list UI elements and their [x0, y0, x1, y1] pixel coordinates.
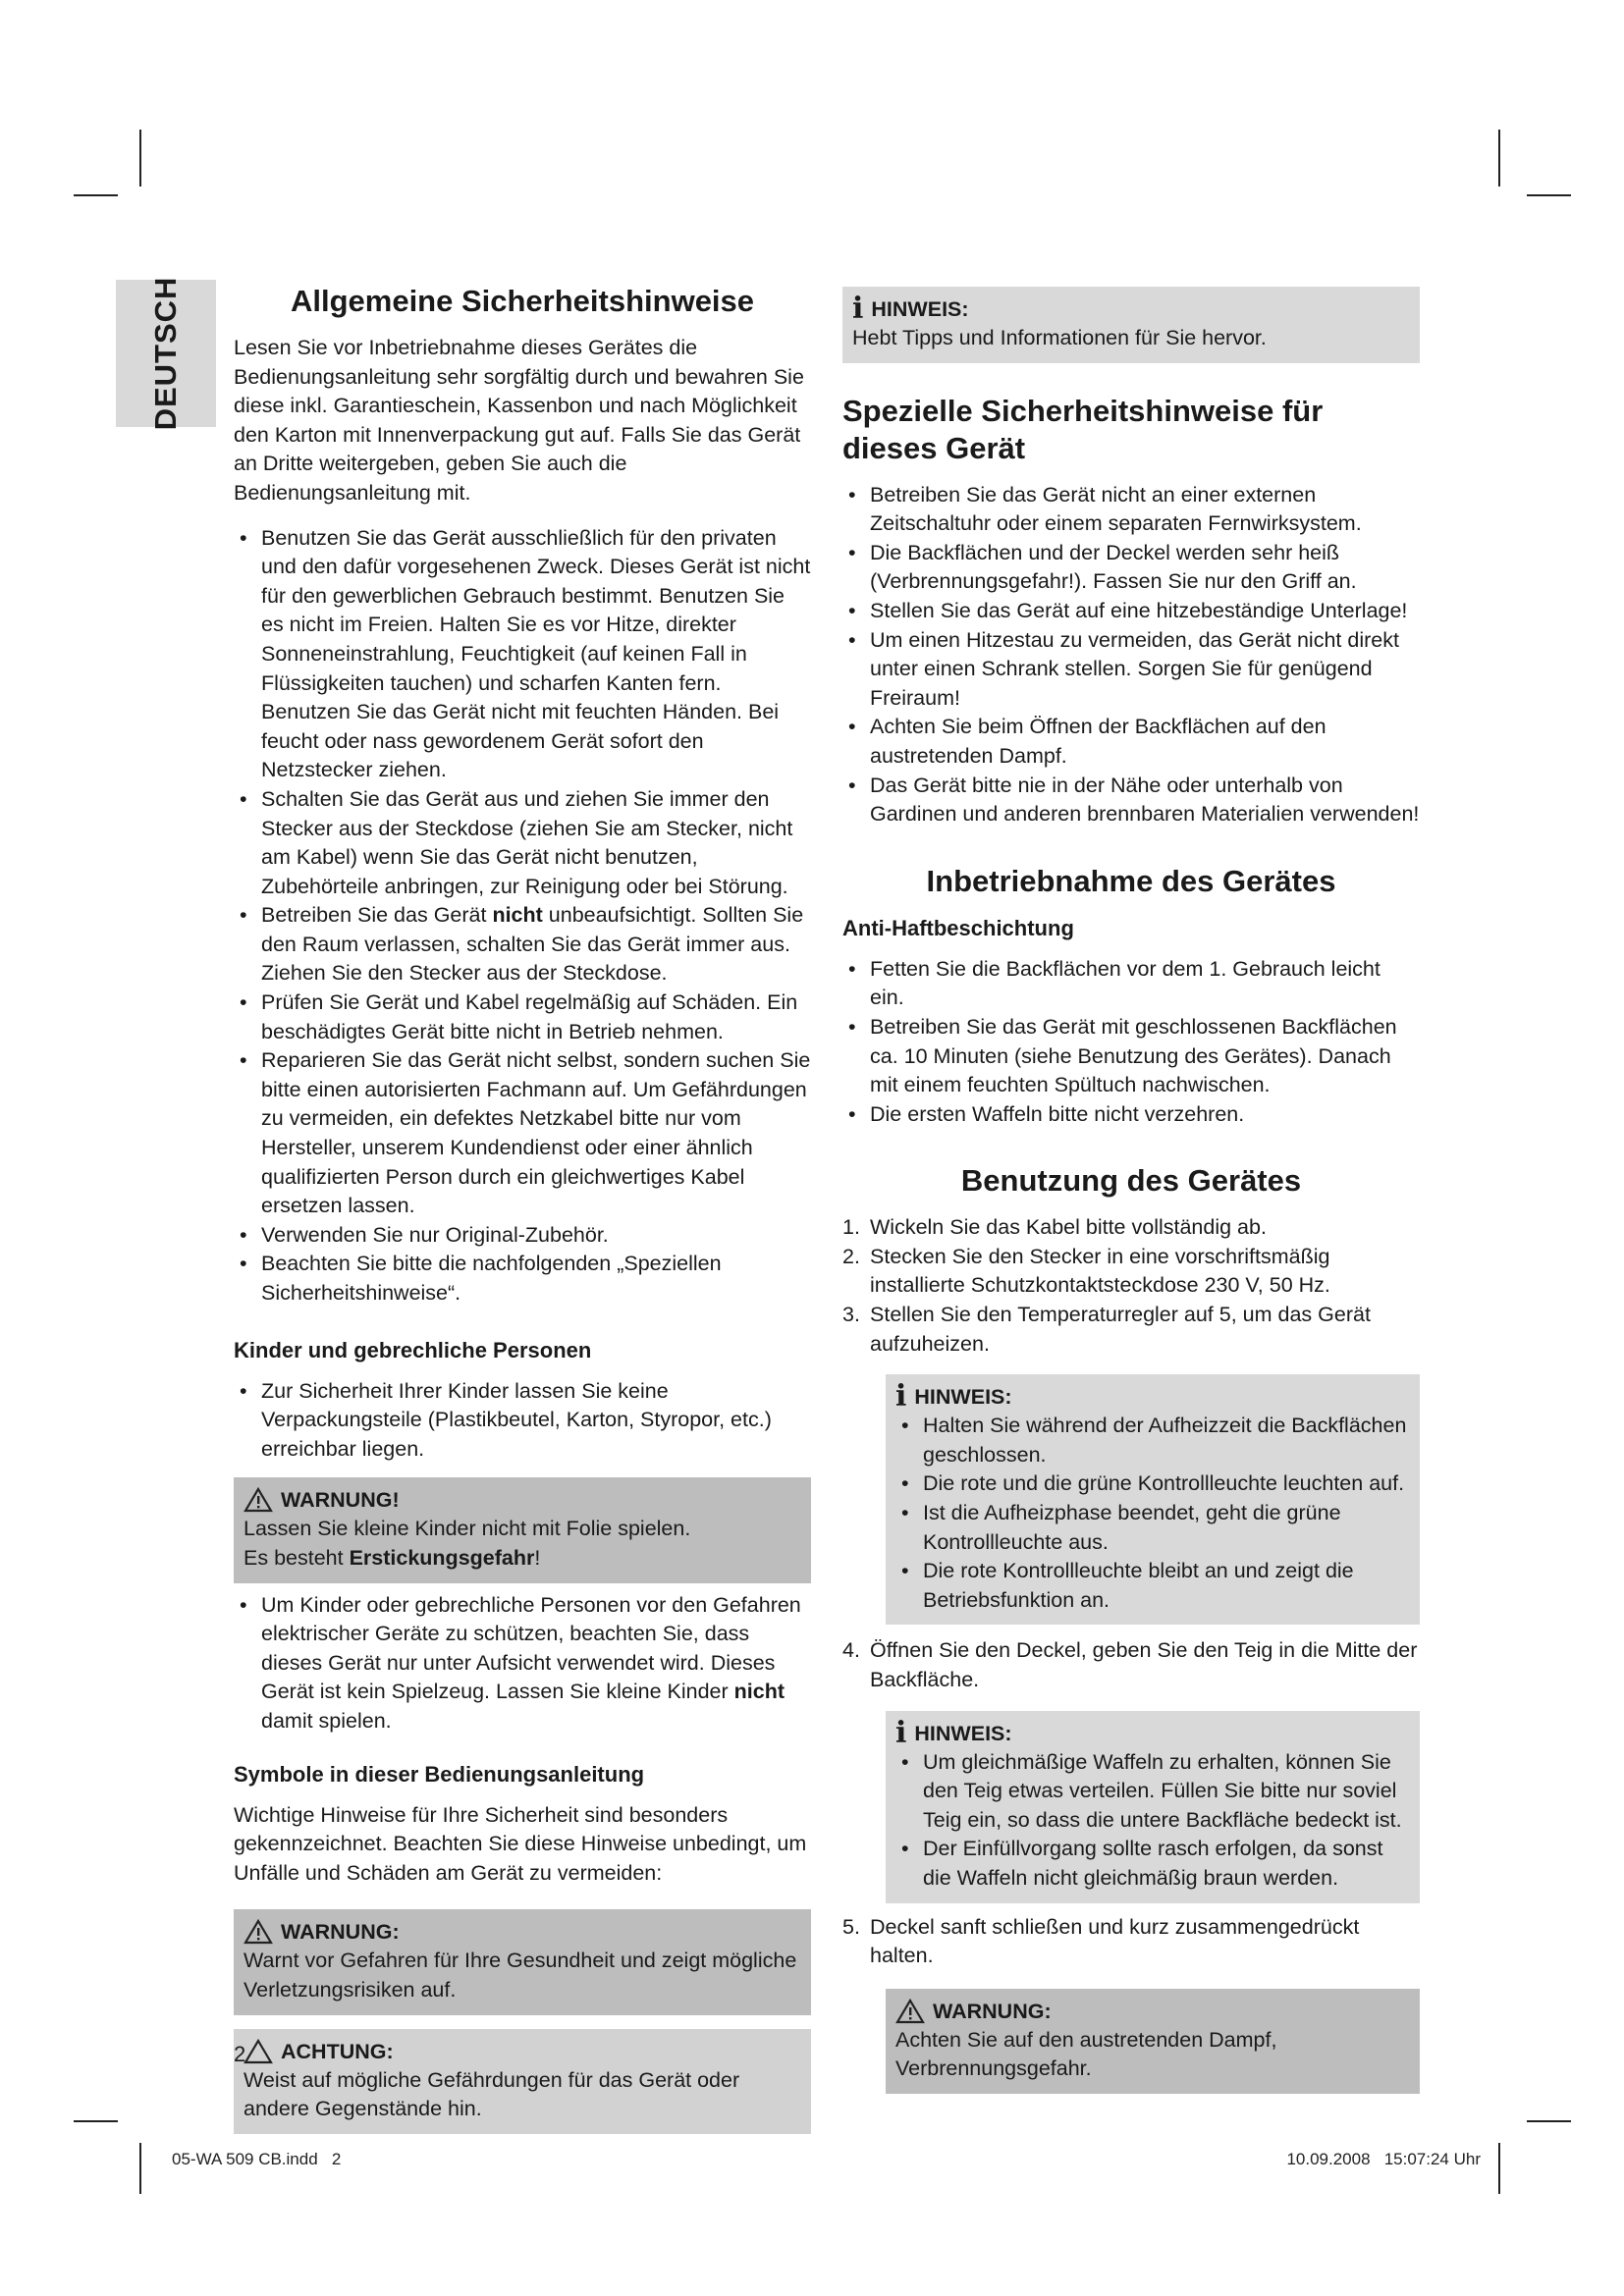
language-tab — [116, 276, 216, 431]
warning-triangle-icon — [244, 1487, 273, 1513]
list-item: • Beachten Sie bitte die nachfolgenden „Speziellen Sicherheitshinweise“. — [234, 1250, 811, 1308]
section-title-special-safety: Spezielle Sicherheitshinweise für dieses Gerät — [842, 393, 1324, 465]
symbols-paragraph: Wichtige Hinweise für Ihre Sicherheit sind besonders gekennzeichnet. Beachten Sie diese Hinweise unbedingt, um Unfälle und Schäden am Gerät zu vermeiden: — [234, 1802, 807, 1885]
list-item: • Betreiben Sie das Gerät nicht an einer externen Zeitschaltuhr oder einem separaten Fernwirksystem. — [842, 481, 1420, 539]
info-icon: i — [895, 1379, 907, 1415]
crop-mark — [74, 194, 118, 196]
warning-box-legend — [234, 1909, 811, 2014]
caution-triangle-icon — [244, 2039, 273, 2064]
general-safety-list — [234, 524, 811, 1308]
crop-mark — [139, 2143, 141, 2194]
warning-title: WARNUNG! — [244, 1485, 801, 1515]
section-title-commissioning: Inbetriebnahme des Gerätes — [926, 863, 1336, 898]
warning-title: WARNUNG: — [244, 1917, 801, 1947]
list-item: • Um gleichmäßige Waffeln zu erhalten, können Sie den Teig etwas verteilen. Füllen Sie bitte nur soviel Teig ein, so dass die untere Backfläche bedeckt ist. — [895, 1748, 1410, 1836]
warning-title: WARNUNG: — [895, 1997, 1410, 2026]
usage-steps-2 — [842, 1636, 1420, 1694]
heading-non-stick: Anti-Haftbeschichtung — [842, 915, 1074, 940]
non-stick-list — [842, 955, 1420, 1130]
hint-title: i HINWEIS: — [895, 1379, 1012, 1415]
list-item: • Betreiben Sie das Gerät nicht unbeaufsichtigt. Sollten Sie den Raum verlassen, schalten Sie das Gerät immer aus. Ziehen Sie den Stecker aus der Steckdose. — [234, 901, 811, 988]
list-item: • Um einen Hitzestau zu vermeiden, das Gerät nicht direkt unter einen Schrank stellen. Sorgen Sie für genügend Freiraum! — [842, 626, 1420, 714]
warning-description: Warnt vor Gefahren für Ihre Gesundheit und zeigt mögliche Verletzungsrisiken auf. — [244, 1949, 797, 2002]
list-item: • Reparieren Sie das Gerät nicht selbst, sondern suchen Sie bitte einen autorisierten Fachmann auf. Um Gefährdungen zu vermeiden, ein defektes Netzkabel bitte nur vom Hersteller, unserem Kundendienst oder einer ähnlich qualifizierten Person durch ein gleichwertiges Kabel ersetzen lassen. — [234, 1046, 811, 1221]
list-item: • Die Backflächen und der Deckel werden sehr heiß (Verbrennungsgefahr!). Fassen Sie nur den Griff an. — [842, 539, 1420, 597]
list-item: • Betreiben Sie das Gerät mit geschlossenen Backflächen ca. 10 Minuten (siehe Benutzung des Gerätes). Danach mit einem feuchten Spültuch nachwischen. — [842, 1013, 1420, 1100]
caution-title: ACHTUNG: — [244, 2037, 801, 2066]
list-item: • Achten Sie beim Öffnen der Backflächen auf den austretenden Dampf. — [842, 713, 1420, 771]
hint-box-heating — [886, 1374, 1420, 1625]
info-icon: i — [852, 292, 864, 326]
crop-mark — [1498, 130, 1500, 187]
list-item: • Verwenden Sie nur Original-Zubehör. — [234, 1221, 811, 1251]
usage-steps — [842, 1213, 1420, 1359]
list-item: • Prüfen Sie Gerät und Kabel regelmäßig auf Schäden. Ein beschädigtes Gerät bitte nicht in Betrieb nehmen. — [234, 988, 811, 1046]
warning-triangle-icon — [895, 1999, 925, 2024]
info-icon: i — [895, 1715, 907, 1750]
crop-mark — [1527, 2120, 1571, 2122]
heading-children: Kinder und gebrechliche Personen — [234, 1337, 592, 1362]
language-tab-label: DEUTSCH — [148, 276, 183, 431]
footer-file-info: 05-WA 509 CB.indd 2 — [172, 2150, 342, 2168]
list-item: • Das Gerät bitte nie in der Nähe oder unterhalb von Gardinen und anderen brennbaren Materialien verwenden! — [842, 772, 1420, 829]
hint-box-legend — [842, 287, 1420, 363]
left-column — [234, 283, 811, 2134]
crop-mark — [74, 2120, 118, 2122]
right-column — [842, 283, 1420, 2094]
list-item: • Um Kinder oder gebrechliche Personen vor den Gefahren elektrischer Geräte zu schützen, beachten Sie, dass dieses Gerät nur unter Aufsicht verwendet wird. Dieses Gerät ist kein Spielzeug. Lassen Sie kleine Kinder nicht damit spielen. — [234, 1591, 811, 1736]
section-title-general-safety: Allgemeine Sicherheitshinweise — [290, 284, 755, 318]
list-item: • Zur Sicherheit Ihrer Kinder lassen Sie keine Verpackungsteile (Plastikbeutel, Karton, Styropor, etc.) erreichbar liegen. — [234, 1377, 811, 1465]
list-item: • Die rote Kontrollleuchte bleibt an und zeigt die Betriebsfunktion an. — [895, 1557, 1410, 1615]
crop-mark — [139, 130, 141, 187]
warning-box-steam — [886, 1989, 1420, 2094]
step-item: 1. Wickeln Sie das Kabel bitte vollständig ab. — [842, 1215, 1267, 1240]
heading-symbols: Symbole in dieser Bedienungsanleitung — [234, 1761, 645, 1787]
hint-box-batter — [886, 1711, 1420, 1903]
special-safety-list — [842, 481, 1420, 829]
list-item: • Der Einfüllvorgang sollte rasch erfolgen, da sonst die Waffeln nicht gleichmäßig braun werden. — [895, 1835, 1410, 1893]
warning-line: Es besteht Erstickungsgefahr! — [244, 1545, 541, 1570]
list-item: • Schalten Sie das Gerät aus und ziehen Sie immer den Stecker aus der Steckdose (ziehen Sie am Stecker, nicht am Kabel) wenn Sie das Gerät nicht benutzen, Zubehörteile anbringen, zur Reinigung oder bei Störung. — [234, 785, 811, 901]
list-item: • Benutzen Sie das Gerät ausschließlich für den privaten und den dafür vorgesehenen Zweck. Dieses Gerät ist nicht für den gewerblichen Gebrauch bestimmt. Benutzen Sie es nicht im Freien. Halten Sie es vor Hitze, direkter Sonneneinstrahlung, Feuchtigkeit (auf keinen Fall in Flüssigkeiten tauchen) und scharfen Kanten fern. Benutzen Sie das Gerät nicht mit feuchten Händen. Bei feucht oder nass gewordenem Gerät sofort den Netzstecker ziehen. — [234, 524, 811, 785]
warning-triangle-icon — [244, 1919, 273, 1945]
hint-title: i HINWEIS: — [852, 292, 969, 326]
crop-mark — [1527, 194, 1571, 196]
list-item: • Ist die Aufheizphase beendet, geht die grüne Kontrollleuchte aus. — [895, 1499, 1410, 1557]
warning-description: Achten Sie auf den austretenden Dampf, Verbrennungsgefahr. — [895, 2027, 1277, 2081]
list-item: • Die rote und die grüne Kontrollleuchte leuchten auf. — [895, 1469, 1410, 1499]
caution-description: Weist auf mögliche Gefährdungen für das Gerät oder andere Gegenstände hin. — [244, 2067, 740, 2121]
crop-mark — [1498, 2143, 1500, 2194]
list-item: • Halten Sie während der Aufheizzeit die Backflächen geschlossen. — [895, 1412, 1410, 1469]
hint-title: i HINWEIS: — [895, 1715, 1012, 1750]
page-number: 2 — [234, 2042, 246, 2066]
children-list — [234, 1377, 811, 1465]
warning-line: Lassen Sie kleine Kinder nicht mit Folie spielen. — [244, 1517, 691, 1541]
step-item: 2. Stecken Sie den Stecker in eine vorschriftsmäßig installierte Schutzkontaktsteckdose 230 V, 50 Hz. — [842, 1244, 1330, 1298]
footer-timestamp: 10.09.2008 15:07:24 Uhr — [1286, 2150, 1481, 2168]
list-item: • Die ersten Waffeln bitte nicht verzehren. — [842, 1100, 1420, 1130]
section-title-usage: Benutzung des Gerätes — [960, 1163, 1302, 1199]
hint-description: Hebt Tipps und Informationen für Sie hervor. — [852, 326, 1267, 349]
step-item: 5. Deckel sanft schließen und kurz zusammengedrückt halten. — [842, 1914, 1360, 1968]
usage-steps-3 — [842, 1913, 1420, 1971]
list-item: • Fetten Sie die Backflächen vor dem 1. Gebrauch leicht ein. — [842, 955, 1420, 1013]
list-item: • Stellen Sie das Gerät auf eine hitzebeständige Unterlage! — [842, 597, 1420, 626]
caution-box-legend — [234, 2029, 811, 2134]
warning-box-foil — [234, 1477, 811, 1582]
intro-paragraph: Lesen Sie vor Inbetriebnahme dieses Gerätes die Bedienungsanleitung sehr sorgfältig durch und bewahren Sie diese inkl. Garantieschein, Kassenbon und nach Möglichkeit den Karton mit Innenverpackung gut auf. Falls Sie das Gerät an Dritte weitergeben, geben Sie auch die Bedienungsanleitung mit. — [234, 336, 804, 505]
children-list-2 — [234, 1591, 811, 1736]
step-item: 3. Stellen Sie den Temperaturregler auf 5, um das Gerät aufzuheizen. — [842, 1303, 1371, 1356]
step-item: 4. Öffnen Sie den Deckel, geben Sie den Teig in die Mitte der Backfläche. — [842, 1638, 1418, 1691]
